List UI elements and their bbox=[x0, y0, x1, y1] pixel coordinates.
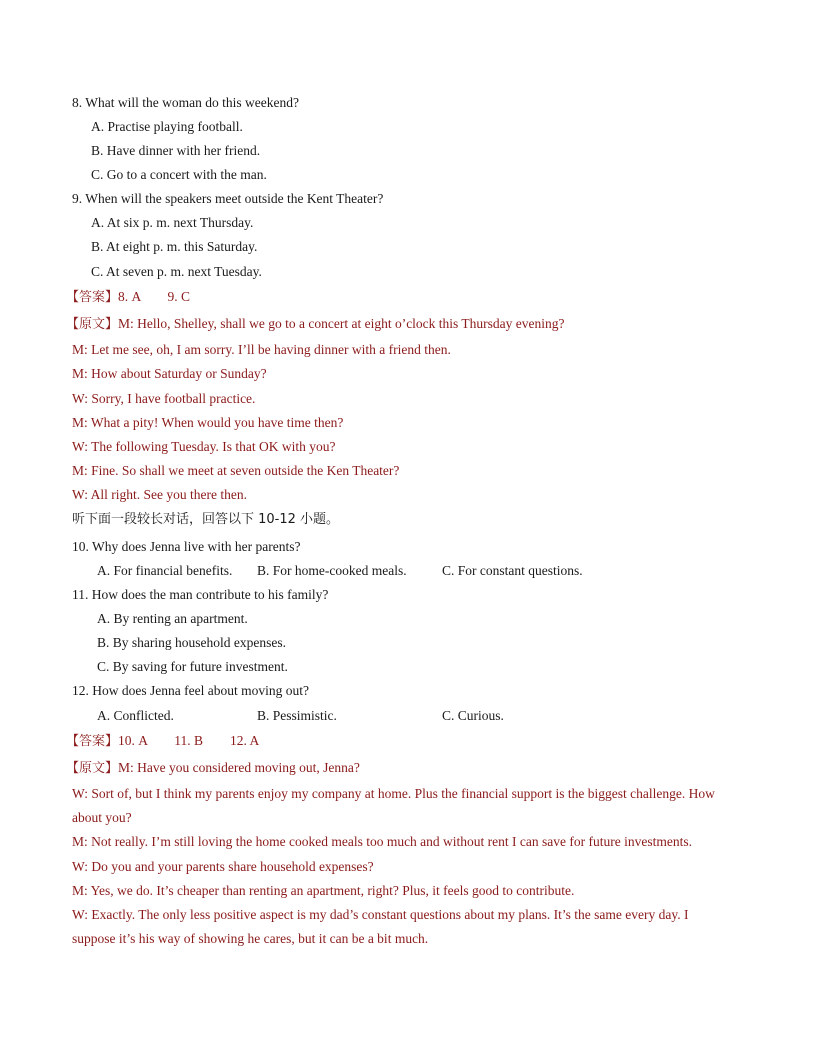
question-10-stem: 10. Why does Jenna live with her parents? bbox=[72, 539, 301, 554]
transcript-line: W: The following Tuesday. Is that OK with you? bbox=[72, 439, 336, 454]
transcript-line bbox=[66, 759, 360, 778]
question-12-option-c: C. Curious. bbox=[442, 708, 504, 723]
answer-text: 8. A 9. C bbox=[118, 289, 191, 304]
question-8-stem: 8. What will the woman do this weekend? bbox=[72, 95, 299, 110]
question-9-stem: 9. When will the speakers meet outside the Kent Theater? bbox=[72, 191, 384, 206]
answer-tag: 【答案】 bbox=[66, 734, 119, 749]
question-8-option-c: C. Go to a concert with the man. bbox=[91, 167, 267, 182]
transcript-line: W: All right. See you there then. bbox=[72, 487, 247, 502]
transcript-line: suppose it’s his way of showing he cares, but it can be a bit much. bbox=[72, 931, 429, 946]
question-12-option-b: B. Pessimistic. bbox=[257, 708, 337, 723]
question-9-option-c: C. At seven p. m. next Tuesday. bbox=[91, 264, 262, 279]
answer-line-2 bbox=[66, 732, 259, 751]
section-instruction: 听下面一段较长对话，回答以下 10-12 小题。 bbox=[72, 512, 340, 527]
question-11-stem: 11. How does the man contribute to his family? bbox=[72, 587, 329, 602]
transcript-tag: 【原文】 bbox=[66, 761, 119, 776]
question-10-option-b: B. For home-cooked meals. bbox=[257, 563, 407, 578]
transcript-line: W: Exactly. The only less positive aspect is my dad’s constant questions about my plans. It’s the same every day. I bbox=[72, 907, 689, 922]
answer-text: 10. A 11. B 12. A bbox=[118, 733, 260, 748]
question-11-option-a: A. By renting an apartment. bbox=[97, 611, 248, 626]
transcript-text: M: Have you considered moving out, Jenna? bbox=[118, 760, 360, 775]
transcript-line: M: How about Saturday or Sunday? bbox=[72, 366, 267, 381]
answer-line-1 bbox=[66, 288, 190, 307]
question-12-stem: 12. How does Jenna feel about moving out? bbox=[72, 683, 309, 698]
transcript-line: W: Do you and your parents share household expenses? bbox=[72, 859, 374, 874]
question-9-option-b: B. At eight p. m. this Saturday. bbox=[91, 239, 258, 254]
transcript-line: M: What a pity! When would you have time then? bbox=[72, 415, 344, 430]
transcript-line bbox=[66, 315, 565, 334]
transcript-line: M: Yes, we do. It’s cheaper than renting an apartment, right? Plus, it feels good to contribute. bbox=[72, 883, 575, 898]
transcript-line: M: Let me see, oh, I am sorry. I’ll be having dinner with a friend then. bbox=[72, 342, 451, 357]
question-8-option-b: B. Have dinner with her friend. bbox=[91, 143, 261, 158]
answer-tag: 【答案】 bbox=[66, 290, 119, 305]
transcript-line: W: Sorry, I have football practice. bbox=[72, 391, 256, 406]
question-12-option-a: A. Conflicted. bbox=[97, 708, 174, 723]
transcript-text: M: Hello, Shelley, shall we go to a concert at eight o’clock this Thursday evening? bbox=[118, 316, 565, 331]
question-10-option-a: A. For financial benefits. bbox=[97, 563, 233, 578]
question-8-option-a: A. Practise playing football. bbox=[91, 119, 243, 134]
transcript-tag: 【原文】 bbox=[66, 317, 119, 332]
question-10-option-c: C. For constant questions. bbox=[442, 563, 583, 578]
transcript-line: about you? bbox=[72, 810, 132, 825]
question-11-option-b: B. By sharing household expenses. bbox=[97, 635, 286, 650]
transcript-line: W: Sort of, but I think my parents enjoy my company at home. Plus the financial support is the biggest challenge. How bbox=[72, 786, 715, 801]
transcript-line: M: Fine. So shall we meet at seven outside the Ken Theater? bbox=[72, 463, 400, 478]
question-11-option-c: C. By saving for future investment. bbox=[97, 659, 288, 674]
question-9-option-a: A. At six p. m. next Thursday. bbox=[91, 215, 254, 230]
transcript-line: M: Not really. I’m still loving the home cooked meals too much and without rent I can save for future investments. bbox=[72, 834, 692, 849]
